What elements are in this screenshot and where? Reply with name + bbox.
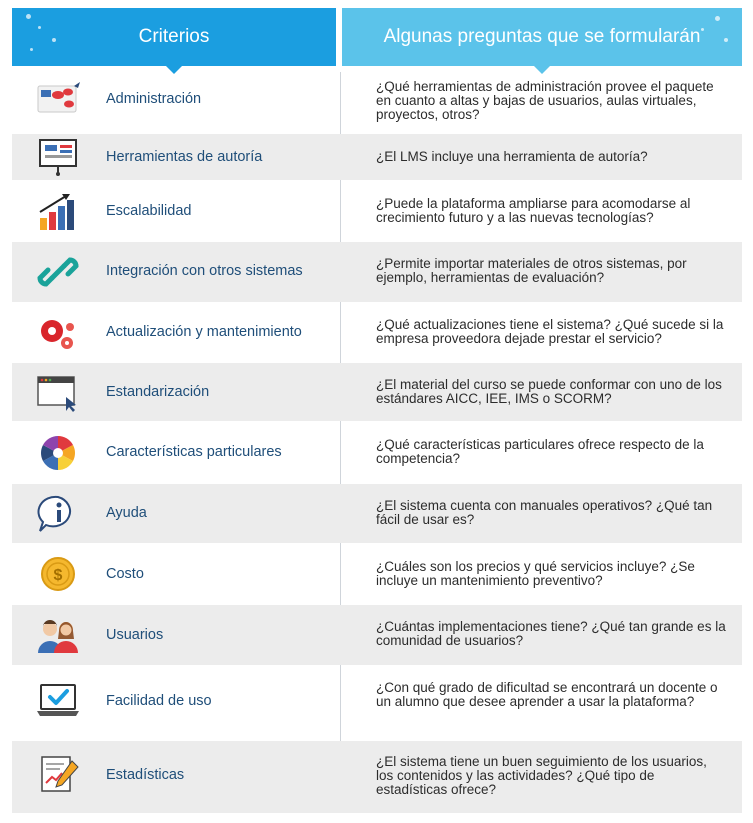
criterion-label: Integración con otros sistemas [106, 263, 303, 279]
administration-dashboard-icon [36, 80, 80, 120]
criterion-label: Actualización y mantenimiento [106, 324, 302, 340]
question-text: ¿Qué actualizaciones tiene el sistema? ¿Qué sucede si la empresa proveedora dejade prestar el servicio? [376, 317, 724, 346]
questions-header-label: Algunas preguntas que se formularán [383, 26, 701, 47]
questions-header [342, 8, 742, 66]
table-row [12, 605, 742, 665]
users-icon [36, 615, 80, 655]
question-text: ¿El sistema cuenta con manuales operativos? ¿Qué tan fácil de usar es? [376, 498, 713, 527]
question-text: ¿Con qué grado de dificultad se encontrará un docente o un alumno que desee aprender a usar la plataforma? [376, 680, 718, 709]
table-row [12, 242, 742, 302]
criteria-header [12, 8, 336, 66]
table-row [12, 484, 742, 543]
criterion-label: Estandarización [106, 384, 210, 400]
question-text: ¿Cuántas implementaciones tiene? ¿Qué tan grande es la comunidad de usuarios? [376, 619, 726, 648]
chain-link-icon [36, 252, 80, 292]
table-row [12, 134, 742, 180]
table-row [12, 303, 742, 361]
question-text: ¿Cuáles son los precios y qué servicios incluye? ¿Se incluye un mantenimiento preventivo? [376, 559, 695, 588]
table-row [12, 72, 742, 128]
criterion-label: Administración [106, 91, 202, 107]
info-speech-bubble-icon [36, 494, 80, 534]
criteria-header-label: Criterios [138, 26, 210, 47]
question-text: ¿Puede la plataforma ampliarse para acomodarse al crecimiento futuro y a las nuevas tecnologías? [376, 196, 691, 225]
gears-icon [36, 313, 80, 353]
question-text: ¿Qué características particulares ofrece respecto de la competencia? [376, 437, 704, 466]
svg-text:$: $ [53, 567, 63, 584]
criterion-label: Ayuda [106, 505, 147, 521]
criterion-label: Escalabilidad [106, 203, 192, 219]
criterion-label: Facilidad de uso [106, 693, 212, 709]
question-text: ¿El sistema tiene un buen seguimiento de los usuarios, los contenidos y las actividades? ¿Qué tipo de estadísticas ofrece? [376, 754, 707, 797]
table-row [12, 423, 742, 481]
color-wheel-icon [36, 433, 80, 473]
presentation-board-icon [36, 137, 80, 177]
criterion-label: Características particulares [106, 444, 282, 460]
criterion-label: Estadísticas [106, 767, 185, 783]
laptop-checkmark-icon [36, 681, 80, 721]
criterion-label: Herramientas de autoría [106, 149, 263, 165]
criterion-label: Costo [106, 566, 144, 582]
question-text: ¿Permite importar materiales de otros sistemas, por ejemplo, herramientas de evaluación? [376, 256, 687, 285]
table-row [12, 741, 742, 813]
question-text: ¿El material del curso se puede conformar con uno de los estándares AICC, IEE, IMS o SCORM? [376, 377, 722, 406]
question-text: ¿Qué herramientas de administración provee el paquete en cuanto a altas y bajas de usuarios, aulas virtuales, proyectos, otros? [376, 79, 714, 122]
table-row [12, 667, 742, 739]
criterion-label: Usuarios [106, 627, 164, 643]
browser-window-cursor-icon [36, 373, 80, 413]
dollar-coin-icon [36, 554, 80, 594]
table-row [12, 545, 742, 603]
question-text: ¿El LMS incluye una herramienta de autoría? [376, 149, 648, 164]
table-row [12, 363, 742, 421]
table-row [12, 183, 742, 239]
statistics-document-pen-icon [36, 755, 80, 795]
growth-bar-chart-icon [36, 192, 80, 232]
